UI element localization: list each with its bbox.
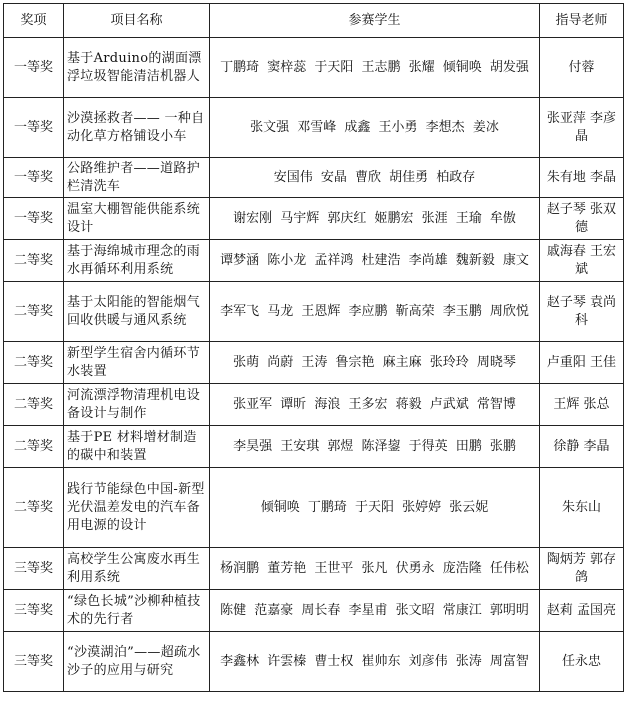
teacher-cell: 徐静 李晶 (540, 426, 624, 468)
project-cell: 基于海绵城市理念的雨水再循环利用系统 (64, 240, 210, 282)
teacher-cell: 任永忠 (540, 632, 624, 692)
award-cell: 二等奖 (4, 384, 64, 426)
header-project: 项目名称 (64, 4, 210, 38)
project-cell: 基于PE 材料增材制造的碳中和装置 (64, 426, 210, 468)
table-row (4, 98, 624, 158)
project-cell: “绿色长城”沙柳种植技术的先行者 (64, 590, 210, 632)
teacher-cell: 赵子琴 袁尚科 (540, 282, 624, 342)
project-cell: 河流漂浮物清理机电设备设计与制作 (64, 384, 210, 426)
project-cell: 基于太阳能的智能烟气回收供暖与通风系统 (64, 282, 210, 342)
project-cell: 新型学生宿舍内循环节水装置 (64, 342, 210, 384)
award-cell: 二等奖 (4, 282, 64, 342)
award-cell: 二等奖 (4, 342, 64, 384)
students-cell: 李鑫林 许雲榛 曹士权 崔帅东 刘彦伟 张涛 周富智 (210, 632, 540, 692)
header-award: 奖项 (4, 4, 64, 38)
table-row (4, 282, 624, 342)
award-cell: 二等奖 (4, 240, 64, 282)
students-cell: 丁鹏琦 窦梓蕊 于天阳 王志鹏 张耀 倾铜唤 胡发强 (210, 38, 540, 98)
award-cell: 三等奖 (4, 590, 64, 632)
project-cell: 高校学生公寓废水再生利用系统 (64, 548, 210, 590)
table-row (4, 590, 624, 632)
students-cell: 倾铜唤 丁鹏琦 于天阳 张婷婷 张云妮 (210, 468, 540, 548)
students-cell: 谢宏刚 马宇辉 郭庆红 姬鹏宏 张涯 王瑜 牟傲 (210, 198, 540, 240)
teacher-cell: 付蓉 (540, 38, 624, 98)
project-cell: 践行节能绿色中国-新型光伏温差发电的汽车备用电源的设计 (64, 468, 210, 548)
award-cell: 二等奖 (4, 468, 64, 548)
award-cell: 一等奖 (4, 98, 64, 158)
award-cell: 三等奖 (4, 548, 64, 590)
table-row (4, 158, 624, 198)
teacher-cell: 赵子琴 张双德 (540, 198, 624, 240)
project-cell: 基于Arduino的湖面漂浮垃圾智能清洁机器人 (64, 38, 210, 98)
table-row (4, 632, 624, 692)
table-row (4, 468, 624, 548)
project-cell: “沙漠湖泊”——超疏水沙子的应用与研究 (64, 632, 210, 692)
students-cell: 李昊强 王安琪 郭煜 陈泽鋆 于得英 田鹏 张鹏 (210, 426, 540, 468)
project-cell: 沙漠拯救者—— 一种自动化草方格铺设小车 (64, 98, 210, 158)
students-cell: 李军飞 马龙 王恩辉 李应鹏 靳高荣 李玉鹏 周欣悦 (210, 282, 540, 342)
award-cell: 一等奖 (4, 38, 64, 98)
students-cell: 张亚军 谭昕 海浪 王多宏 蒋毅 卢武斌 常智博 (210, 384, 540, 426)
awards-table (3, 3, 624, 692)
teacher-cell: 陶炳芳 郭存鸽 (540, 548, 624, 590)
award-cell: 一等奖 (4, 158, 64, 198)
teacher-cell: 朱有地 李晶 (540, 158, 624, 198)
award-cell: 二等奖 (4, 426, 64, 468)
table-row (4, 38, 624, 98)
students-cell: 谭梦涵 陈小龙 孟祥鸿 杜建浩 李尚雄 魏新毅 康文 (210, 240, 540, 282)
table-row (4, 240, 624, 282)
students-cell: 陈健 范嘉豪 周长春 李星甫 张文昭 常康江 郭明明 (210, 590, 540, 632)
students-cell: 安国伟 安晶 曹欣 胡佳勇 柏政存 (210, 158, 540, 198)
teacher-cell: 王辉 张总 (540, 384, 624, 426)
table-row (4, 198, 624, 240)
table-row (4, 548, 624, 590)
table-row (4, 342, 624, 384)
table-row (4, 426, 624, 468)
teacher-cell: 戚海春 王宏斌 (540, 240, 624, 282)
project-cell: 温室大棚智能供能系统设计 (64, 198, 210, 240)
teacher-cell: 朱东山 (540, 468, 624, 548)
teacher-cell: 赵莉 孟国亮 (540, 590, 624, 632)
teacher-cell: 张亚萍 李彦晶 (540, 98, 624, 158)
award-cell: 三等奖 (4, 632, 64, 692)
project-cell: 公路维护者——道路护栏清洗车 (64, 158, 210, 198)
header-row (4, 4, 624, 38)
header-students: 参赛学生 (210, 4, 540, 38)
teacher-cell: 卢重阳 王佳 (540, 342, 624, 384)
students-cell: 张萌 尚蔚 王涛 鲁宗艳 麻主麻 张玲玲 周晓琴 (210, 342, 540, 384)
header-teacher: 指导老师 (540, 4, 624, 38)
table-row (4, 384, 624, 426)
award-cell: 一等奖 (4, 198, 64, 240)
students-cell: 张文强 邓雪峰 成鑫 王小勇 李想杰 姜冰 (210, 98, 540, 158)
students-cell: 杨润鹏 董芳艳 王世平 张凡 伏勇永 庞浩隆 任伟松 (210, 548, 540, 590)
